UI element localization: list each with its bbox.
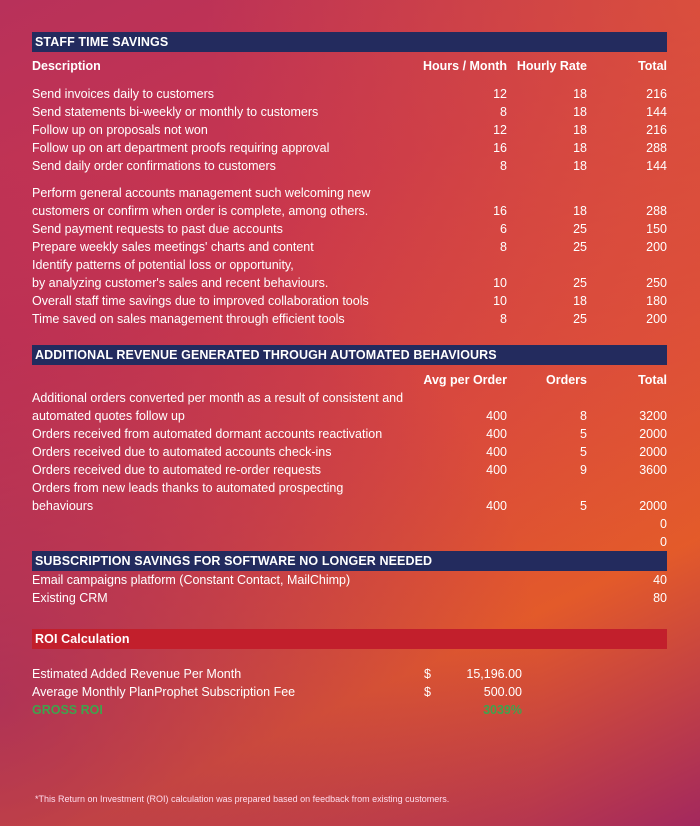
table-row: 0 bbox=[660, 535, 667, 549]
table-row: Send statements bi-weekly or monthly to customers 8 18 144 bbox=[32, 105, 667, 119]
col-hours: Hours / Month bbox=[422, 59, 507, 73]
col-total: Total bbox=[638, 59, 667, 73]
table-row: Follow up on proposals not won 12 18 216 bbox=[32, 123, 667, 137]
table-row: Existing CRM 80 bbox=[32, 591, 667, 605]
col-description: Description bbox=[32, 59, 101, 73]
col-total: Total bbox=[638, 373, 667, 387]
table-row: Prepare weekly sales meetings' charts and content 8 25 200 bbox=[32, 240, 667, 254]
table-row: Email campaigns platform (Constant Contact, MailChimp) 40 bbox=[32, 573, 667, 587]
col-orders: Orders bbox=[546, 373, 587, 387]
roi-section-header: ROI Calculation bbox=[32, 629, 667, 649]
table-row: Overall staff time savings due to improved collaboration tools 10 18 180 bbox=[32, 294, 667, 308]
table-row: Orders received due to automated accounts check-ins 400 5 2000 bbox=[32, 445, 667, 459]
table-row: 0 bbox=[660, 517, 667, 531]
table-row: Orders from new leads thanks to automated prospecting behaviours 400 5 2000 bbox=[32, 481, 667, 513]
table-row: Send daily order confirmations to customers 8 18 144 bbox=[32, 159, 667, 173]
col-avg-per-order: Avg per Order bbox=[423, 373, 507, 387]
table-row: Orders received from automated dormant accounts reactivation 400 5 2000 bbox=[32, 427, 667, 441]
table-row: Send payment requests to past due accounts 6 25 150 bbox=[32, 222, 667, 236]
table-row: Identify patterns of potential loss or opportunity, by analyzing customer's sales and recent behaviours. 10 25 250 bbox=[32, 258, 667, 290]
footnote: *This Return on Investment (ROI) calculation was prepared based on feedback from existing customers. bbox=[35, 794, 450, 804]
table-row: Time saved on sales management through efficient tools 8 25 200 bbox=[32, 312, 667, 326]
table-row: Send invoices daily to customers 12 18 216 bbox=[32, 87, 667, 101]
table-row: Orders received due to automated re-order requests 400 9 3600 bbox=[32, 463, 667, 477]
table-row: Follow up on art department proofs requiring approval 16 18 288 bbox=[32, 141, 667, 155]
col-rate: Hourly Rate bbox=[516, 59, 587, 73]
roi-fee-row: Average Monthly PlanProphet Subscription Fee $ 500.00 bbox=[32, 685, 522, 699]
roi-gross-row: GROSS ROI 3039% bbox=[32, 703, 522, 717]
staff-table-header bbox=[32, 57, 667, 75]
table-row: Perform general accounts management such welcoming new customers or confirm when order is complete, among others. 16 18 288 bbox=[32, 186, 667, 218]
staff-section-header: STAFF TIME SAVINGS bbox=[32, 32, 667, 52]
roi-revenue-row: Estimated Added Revenue Per Month $ 15,196.00 bbox=[32, 667, 522, 681]
revenue-table-header bbox=[32, 371, 667, 389]
subscription-section-header: SUBSCRIPTION SAVINGS FOR SOFTWARE NO LONGER NEEDED bbox=[32, 551, 667, 571]
revenue-section-header: ADDITIONAL REVENUE GENERATED THROUGH AUTOMATED BEHAVIOURS bbox=[32, 345, 667, 365]
table-row: Additional orders converted per month as a result of consistent and automated quotes follow up 400 8 3200 bbox=[32, 391, 667, 423]
